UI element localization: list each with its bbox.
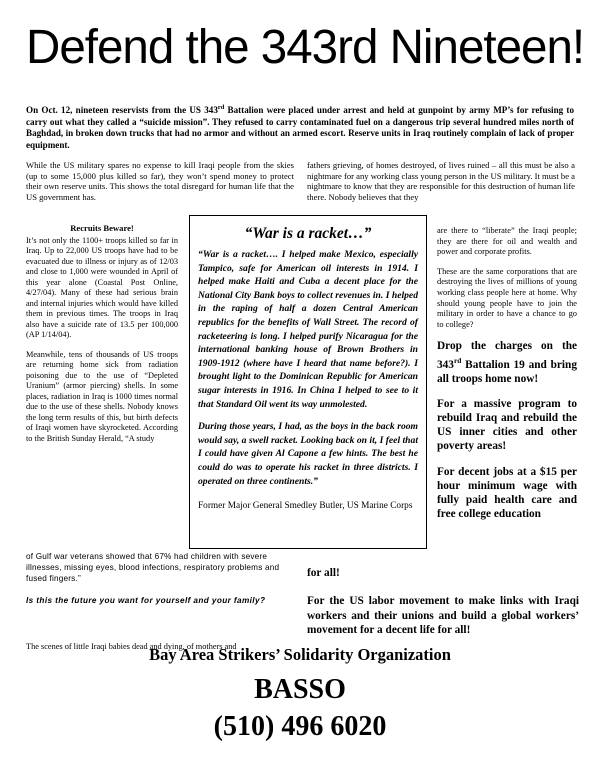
right-column-paragraph-2: These are the same corporations that are destroying the lives of millions of young working class people here at home. Why should young people have to join the military in order to have a chance to go to college? [437,266,577,329]
quote-paragraph-2: During those years, I had, as the boys in the back room would say, a swell racket. Looking back on it, I feel that I could have given Al Capone a few hints. The best he could do was to operate his racket in three districts. I operated on three continents.” [198,421,418,487]
quote-attribution: Former Major General Smedley Butler, US Marine Corps [198,501,413,512]
recruits-beware-heading: Recruits Beware! [70,223,134,233]
demands-column [437,226,577,532]
lead-paragraph-post: Battalion were placed under arrest and held at gunpoint by army MP’s for refusing to carry out what they called a “suicide mission”. They refused to carry contaminated fuel on a dangerous trip several hundred miles north of Baghdad, in broken down trucks that had no armor and without an armed escort. Reserve units in Iraq routinely complain of lack of proper equipment. [26,105,574,150]
right-column-paragraph-1: are there to “liberate” the Iraqi people; they are there for oil and wealth and power and corporate profits. [437,226,577,257]
lead-paragraph [26,102,574,151]
war-is-a-racket-box [189,215,427,549]
demand-1-pre: Drop the charges on the 343 [437,340,577,371]
demand-drop-charges [437,339,577,385]
demand-rebuild-program: For a massive program to rebuild Iraq and rebuild the US inner cities and other poverty areas! [437,397,577,453]
recruits-beware-column [26,223,178,444]
organization-acronym: BASSO [254,674,346,705]
intro-left-paragraph: While the US military spares no expense to kill Iraqi people from the skies (up to some 15,000 plus killed so far), they won’t spend money to protect their own reserve units. This shows the total disregard for human life that the US government has. [26,160,294,202]
quote-paragraph-1: “War is a racket…. I helped make Mexico, especially Tampico, safe for American oil interests in 1914. I helped make Haiti and Cuba a decent place for the National City Bank boys to collect revenues in. I helped in the raping of half a dozen Central American republics for the benefits of Wall Street. The record of racketeering is long. I helped purify Nicaragua for the international banking house of Brown Brothers in 1909-1912 (where have I heard that name before?). I brought light to the Dominican Republic for American sugar interests in 1916. In China I helped to see to it that Standard Oil went its way unmolested. [198,249,418,410]
demand-labor-movement: For the US labor movement to make links with Iraqi workers and their unions and build a global workers’ movement for a decent life for all! [307,595,579,637]
quote-box-title: “War is a racket…” [244,225,372,242]
page-title: Defend the 343rd Nineteen! [26,21,585,74]
sunday-herald-quote: of Gulf war veterans showed that 67% had children with severe illnesses, missing eyes, blood infections, respiratory problems and fused fingers.” [26,552,280,583]
left-column-continuation [26,551,288,607]
contact-phone: (510) 496 6020 [213,711,387,742]
intro-right-paragraph: fathers grieving, of homes destroyed, of lives ruined – all this must be also a nightmare for any working class young person in the US military. It must be a nightmare to know that they are responsible for this destruction of human life there. Nobody believes that they [307,160,575,202]
organization-name: Bay Area Strikers’ Solidarity Organization [149,645,451,664]
demand-1-post: Battalion 19 and bring all troops home now! [437,358,577,385]
recruits-beware-paragraph-1: It’s not only the 1100+ troops killed so far in Iraq. Up to 22,000 US troops have had to be evacuated due to illness or injury as of 12/03 and close to 1,000 were wounded in April of this year alone (Coastal Post Online, 4/27/04). Many of these had serious brain and internal injuries which would have killed them in previous times. The troops in Iraq also have a suicide rate of 13.5 per 100,000 (AP 1/14/04). [26,235,178,339]
recruits-beware-paragraph-2: Meanwhile, tens of thousands of US troops are returning home sick from radiation poisoning due to the use of “Depleted Uranium” (armor piercing) shells. In some places, radiation in Iraq is 1000 times normal due to the use of these shells. Nobody knows the long term results of this, but birth defects of Iraqi women have skyrocketed. According to the British Sunday Herald, “A study [26,349,178,443]
future-question: Is this the future you want for yourself and your family? [26,596,266,605]
left-column-tail: The scenes of little Iraqi babies dead and dying, of mothers and [26,642,237,651]
lead-paragraph-ordinal: rd [217,104,225,111]
demand-1-ordinal: rd [453,355,462,365]
for-all-text: for all! [307,567,340,579]
demand-decent-jobs: For decent jobs at a $15 per hour minimum wage with fully paid health care and free college education [437,465,577,521]
lead-paragraph-pre: On Oct. 12, nineteen reservists from the US 343 [26,105,218,116]
